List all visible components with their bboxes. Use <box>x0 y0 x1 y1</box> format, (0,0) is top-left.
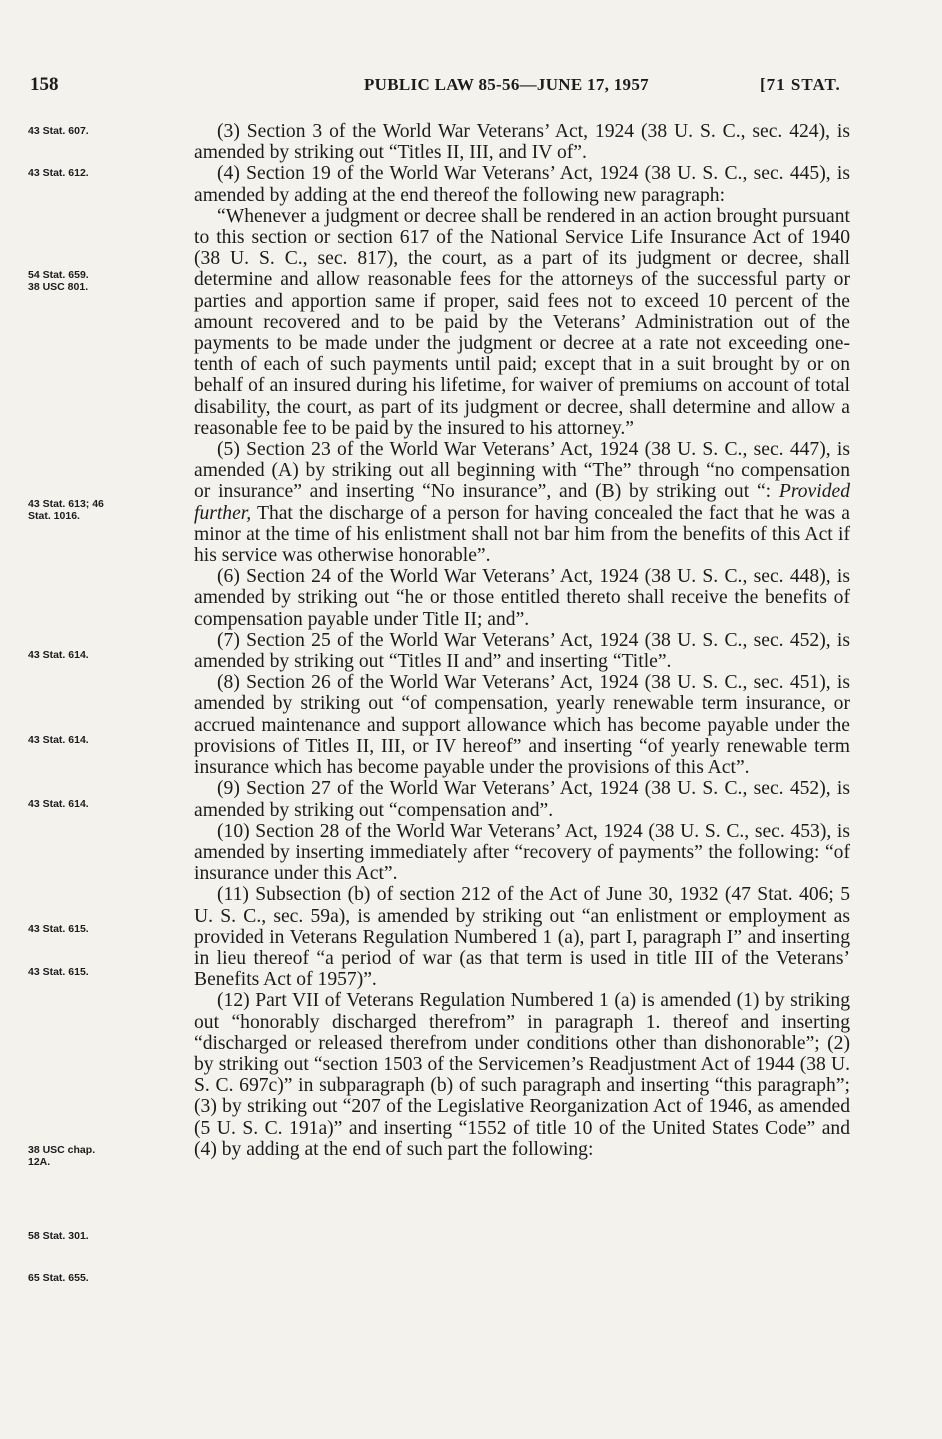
margin-citation: 43 Stat. 607. <box>28 125 89 137</box>
volume-reference: [71 STAT. <box>760 75 841 94</box>
paragraph-8: (8) Section 26 of the World War Veterans’ Act, 1924 (38 U. S. C., sec. 451), is amended by striking out “of compensation, yearly renewable term insurance, or accrued maintenance and support allowance which has become payable under the provisions of Titles II, III, or IV hereof” and inserting “of yearly renewable term insurance which has become payable under the provisions of this Act”. <box>194 672 850 779</box>
margin-citation: 43 Stat. 615. <box>28 923 89 935</box>
margin-citation: 43 Stat. 614. <box>28 734 89 746</box>
margin-citation: 43 Stat. 614. <box>28 798 89 810</box>
margin-citation: 43 Stat. 614. <box>28 649 89 661</box>
paragraph-5 <box>194 439 850 566</box>
margin-citation: 54 Stat. 659. <box>28 269 89 281</box>
paragraph-7: (7) Section 25 of the World War Veterans’ Act, 1924 (38 U. S. C., sec. 452), is amended by striking out “Titles II and” and inserting “Title”. <box>194 629 850 673</box>
margin-citation: 12A. <box>28 1156 51 1168</box>
paragraph-3: (3) Section 3 of the World War Veterans’ Act, 1924 (38 U. S. C., sec. 424), is amended by striking out “Titles II, III, and IV of”. <box>194 121 850 164</box>
margin-citation: Stat. 1016. <box>28 510 80 522</box>
paragraph-5-text: (5) Section 23 of the World War Veterans’ Act, 1924 (38 U. S. C., sec. 447), is amended (A) by striking out all beginning with “The” through “no compensation or insurance” and inserting “No insurance”, and (B) by striking out “: <box>194 439 850 503</box>
page-header <box>0 74 942 100</box>
margin-citation: 65 Stat. 655. <box>28 1272 89 1284</box>
paragraph-5-italic: Provided further, <box>194 481 850 524</box>
margin-citation: 38 USC chap. <box>28 1144 96 1156</box>
paragraph-4-quote: “Whenever a judgment or decree shall be rendered in an action brought pursuant to this section or section 617 of the National Service Life Insurance Act of 1940 (38 U. S. C., sec. 817), the court, as a part of its judgment or decree, shall determine and allow reasonable fees for the attorneys of the successful party or parties and apportion same if proper, said fees not to exceed 10 percent of the amount recovered and to be paid by the Veterans’ Administration out of the payments to be made under the judgment or decree at a rate not exceeding one-tenth of each of such payments until paid; except that in a suit brought by or on behalf of an insured during his lifetime, for waiver of premiums on account of total disability, the court, as part of its judgment or decree, shall determine and allow a reasonable fee to be paid by the insured to his attorney.” <box>194 205 850 439</box>
running-title: PUBLIC LAW 85-56—JUNE 17, 1957 <box>364 75 649 94</box>
law-text <box>194 121 850 1160</box>
paragraph-9: (9) Section 27 of the World War Veterans’ Act, 1924 (38 U. S. C., sec. 452), is amended by striking out “compensation and”. <box>194 778 850 821</box>
paragraph-4: (4) Section 19 of the World War Veterans’ Act, 1924 (38 U. S. C., sec. 445), is amended by adding at the end thereof the following new paragraph: <box>194 163 850 206</box>
margin-citation: 43 Stat. 615. <box>28 966 89 978</box>
page-number: 158 <box>30 74 59 95</box>
paragraph-5-text-end: That the discharge of a person for having concealed the fact that he was a minor at the time of his enlistment shall not bar him from the benefits of this Act if his service was otherwise honorable”. <box>194 502 850 567</box>
margin-citation: 43 Stat. 612. <box>28 167 89 179</box>
paragraph-11: (11) Subsection (b) of section 212 of the Act of June 30, 1932 (47 Stat. 406; 5 U. S. C., sec. 59a), is amended by striking out “an enlistment or employment as provided in Veterans Regulation Numbered 1 (a), part I, paragraph I” and inserting in lieu thereof “a period of war (as that term is used in title III of the Veterans’ Benefits Act of 1957)”. <box>194 884 850 991</box>
margin-citation: 38 USC 801. <box>28 281 89 293</box>
paragraph-12: (12) Part VII of Veterans Regulation Numbered 1 (a) is amended (1) by striking out “honorably discharged therefrom” in paragraph 1. thereof and inserting “discharged or released therefrom under conditions other than dishonorable”; (2) by striking out “section 1503 of the Servicemen’s Readjustment Act of 1944 (38 U. S. C. 697c)” in subparagraph (b) of such paragraph and inserting “this paragraph”; (3) by striking out “207 of the Legislative Reorganization Act of 1946, as amended (5 U. S. C. 191a)” and inserting “1552 of title 10 of the United States Code” and (4) by adding at the end of such part the following: <box>194 990 850 1160</box>
paragraph-6: (6) Section 24 of the World War Veterans’ Act, 1924 (38 U. S. C., sec. 448), is amended by striking out “he or those entitled thereto shall receive the benefits of compensation payable under Title II; and”. <box>194 566 850 630</box>
paragraph-10: (10) Section 28 of the World War Veterans’ Act, 1924 (38 U. S. C., sec. 453), is amended by inserting immediately after “recovery of payments” the following: “of insurance under this Act”. <box>194 820 850 885</box>
margin-citation: 43 Stat. 613; 46 <box>28 498 104 510</box>
margin-citation: 58 Stat. 301. <box>28 1230 89 1242</box>
